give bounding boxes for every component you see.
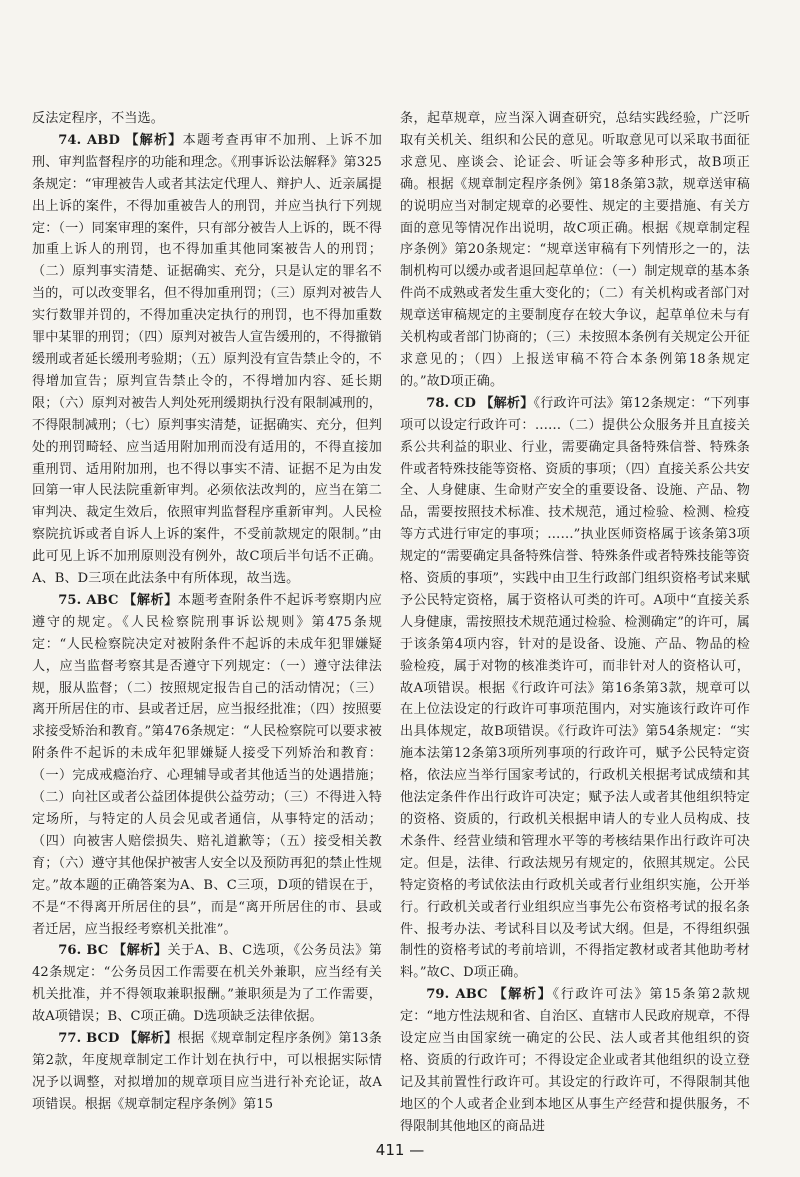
answer-paragraph — [32, 940, 382, 1028]
answer-paragraph — [32, 590, 382, 941]
paragraph-text: 根据《规章制定程序条例》第13条第2款，年度规章制定工作计划在执行中，可以根据实际情况予以调整，对拟增加的规章项目应当进行补充论证，故A项错误。根据《规章制定程序条例》第15 — [32, 1031, 382, 1112]
page-number: 411 — — [375, 1141, 425, 1159]
question-number: 75. ABC — [58, 592, 119, 608]
question-number: 79. ABC — [426, 987, 488, 1003]
question-number: 74. ABD — [58, 132, 120, 148]
paragraph-text: 条，起草规章，应当深入调查研究，总结实践经验，广泛听取有关机关、组织和公民的意见。听取意见可以采取书面征求意见、座谈会、论证会、听证会等多种形式，故B项正确。根据《规章制定程序条例》第18条第3款，规章送审稿的说明应当对制定规章的必要性、规定的主要措施、有关方面的意见等情况作出说明，故C项正确。根据《规章制定程序条例》第20条规定：“规章送审稿有下列情形之一的，法制机构可以缓办或者退回起草单位：（一）制定规章的基本条件尚不成熟或者发生重大变化的；（二）有关机构或者部门对规章送审稿规定的主要制度存在较大争议，起草单位未与有关机构或者部门协商的；（三）未按照本条例有关规定公开征求意见的；（四）上报送审稿不符合本条例第18条规定的。”故D项正确。 — [400, 111, 750, 389]
question-number: 77. BCD — [58, 1031, 120, 1047]
analysis-tag: 【解析】 — [125, 132, 183, 148]
answer-paragraph — [32, 130, 382, 590]
paragraph-text: 《行政许可法》第15条第2款规定：“地方性法规和省、自治区、直辖市人民政府规章，不得设定应当由国家统一确定的公民、法人或者其他组织的资格、资质的行政许可；不得设定企业或者其他组织的设立登记及其前置性行政许可。其设定的行政许可，不得限制其他地区的个人或者企业到本地区从事生产经营和提供服务，不得限制其他地区的商品进 — [400, 987, 750, 1134]
answer-paragraph — [32, 1028, 382, 1116]
answer-paragraph — [32, 108, 382, 130]
analysis-tag: 【解析】 — [123, 1031, 178, 1047]
left-column — [32, 108, 382, 1116]
answer-paragraph — [400, 393, 750, 984]
answer-paragraph — [400, 108, 750, 393]
analysis-tag: 【解析】 — [123, 592, 178, 608]
paragraph-text: 本题考查再审不加刑、上诉不加刑、审判监督程序的功能和理念。《刑事诉讼法解释》第325条规定：“审理被告人或者其法定代理人、辩护人、近亲属提出上诉的案件，不得加重被告人的刑罚，并应当执行下列规定：（一）同案审理的案件，只有部分被告人上诉的，既不得加重上诉人的刑罚，也不得加重其他同案被告人的刑罚；（二）原判事实清楚、证据确实、充分，只是认定的罪名不当的，可以改变罪名，但不得加重刑罚；（三）原判对被告人实行数罪并罚的，不得加重决定执行的刑罚，也不得加重数罪中某罪的刑罚；（四）原判对被告人宣告缓刑的，不得撤销缓刑或者延长缓刑考验期；（五）原判没有宣告禁止令的，不得增加宣告；原判宣告禁止令的，不得增加内容、延长期限；（六）原判对被告人判处死刑缓期执行没有限制减刑的，不得限制减刑；（七）原判事实清楚，证据确实、充分，但判处的刑罚畸轻、应当适用附加刑而没有适用的，不得直接加重刑罚、适用附加刑，也不得以事实不清、证据不足为由发回第一审人民法院重新审判。必须依法改判的，应当在第二审判决、裁定生效后，依照审判监督程序重新审判。人民检察院抗诉或者自诉人上诉的案件，不受前款规定的限制。”由此可见上诉不加刑原则没有例外，故C项后半句话不正确。A、B、D三项在此法条中有所体现，故当选。 — [32, 132, 382, 587]
paragraph-text: 关于A、B、C选项，《公务员法》第42条规定：“公务员因工作需要在机关外兼职，应当经有关机关批准，并不得领取兼职报酬。”兼职须是为了工作需要，故A项错误；B、C项正确。D选项缺乏法律依据。 — [32, 943, 383, 1025]
paragraph-text: 本题考查附条件不起诉考察期内应遵守的规定。《人民检察院刑事诉讼规则》第475条规定：“人民检察院决定对被附条件不起诉的未成年犯罪嫌疑人，应当监督考察其是否遵守下列规定：（一）遵守法律法规，服从监督；（二）按照规定报告自己的活动情况；（三）离开所居住的市、县或者迁居，应当报经批准；（四）按照要求接受矫治和教育。”第476条规定：“人民检察院可以要求被附条件不起诉的未成年犯罪嫌疑人接受下列矫治和教育：（一）完成戒瘾治疗、心理辅导或者其他适当的处遇措施；（二）向社区或者公益团体提供公益劳动；（三）不得进入特定场所，与特定的人员会见或者通信，从事特定的活动；（四）向被害人赔偿损失、赔礼道歉等；（五）接受相关教育；（六）遵守其他保护被害人安全以及预防再犯的禁止性规定。”故本题的正确答案为A、B、C三项，D项的错误在于，不是“不得离开所居住的县”，而是“离开所居住的市、县或者迁居，应当报经考察机关批准”。 — [32, 592, 382, 937]
analysis-tag: 【解析】 — [113, 943, 168, 959]
right-column — [400, 108, 750, 1138]
analysis-tag: 【解析】 — [493, 987, 553, 1003]
question-number: 78. CD — [426, 395, 476, 411]
analysis-tag: 【解析】 — [480, 395, 534, 411]
paragraph-text: 反法定程序，不当选。 — [32, 111, 164, 126]
answer-paragraph — [400, 984, 750, 1137]
question-number: 76. BC — [58, 943, 109, 959]
paragraph-text: 《行政许可法》第12条规定：“下列事项可以设定行政许可：……（二）提供公众服务并且直接关系公共利益的职业、行业，需要确定具备特殊信誉、特殊条件或者特殊技能等资格、资质的事项；（四）直接关系公共安全、人身健康、生命财产安全的重要设备、设施、产品、物品，需要按照技术标准、技术规范，通过检验、检测、检疫等方式进行审定的事项；……”执业医师资格属于该条第3项规定的“需要确定具备特殊信誉、特殊条件或者特殊技能等资格、资质的事项”，实践中由卫生行政部门组织资格考试来赋予公民特定资格，属于资格认可类的许可。A项中“直接关系人身健康，需按照技术规范通过检验、检测确定”的许可，属于该条第4项内容，针对的是设备、设施、产品、物品的检验检疫，属于对物的核准类许可，而非针对人的资格认可，故A项错误。根据《行政许可法》第16条第3款，规章可以在上位法设定的行政许可事项范围内，对实施该行政许可作出具体规定，故B项错误。《行政许可法》第54条规定：“实施本法第12条第3项所列事项的行政许可，赋予公民特定资格，依法应当举行国家考试的，行政机关根据考试成绩和其他法定条件作出行政许可决定；赋予法人或者其他组织特定的资格、资质的，行政机关根据申请人的专业人员构成、技术条件、经营业绩和管理水平等的考核结果作出行政许可决定。但是，法律、行政法规另有规定的，依照其规定。公民特定资格的考试依法由行政机关或者行业组织实施，公开举行。行政机关或者行业组织应当事先公布资格考试的报名条件、报考办法、考试科目以及考试大纲。但是，不得组织强制性的资格考试的考前培训，不得指定教材或者其他助考材料。”故C、D项正确。 — [400, 395, 751, 981]
